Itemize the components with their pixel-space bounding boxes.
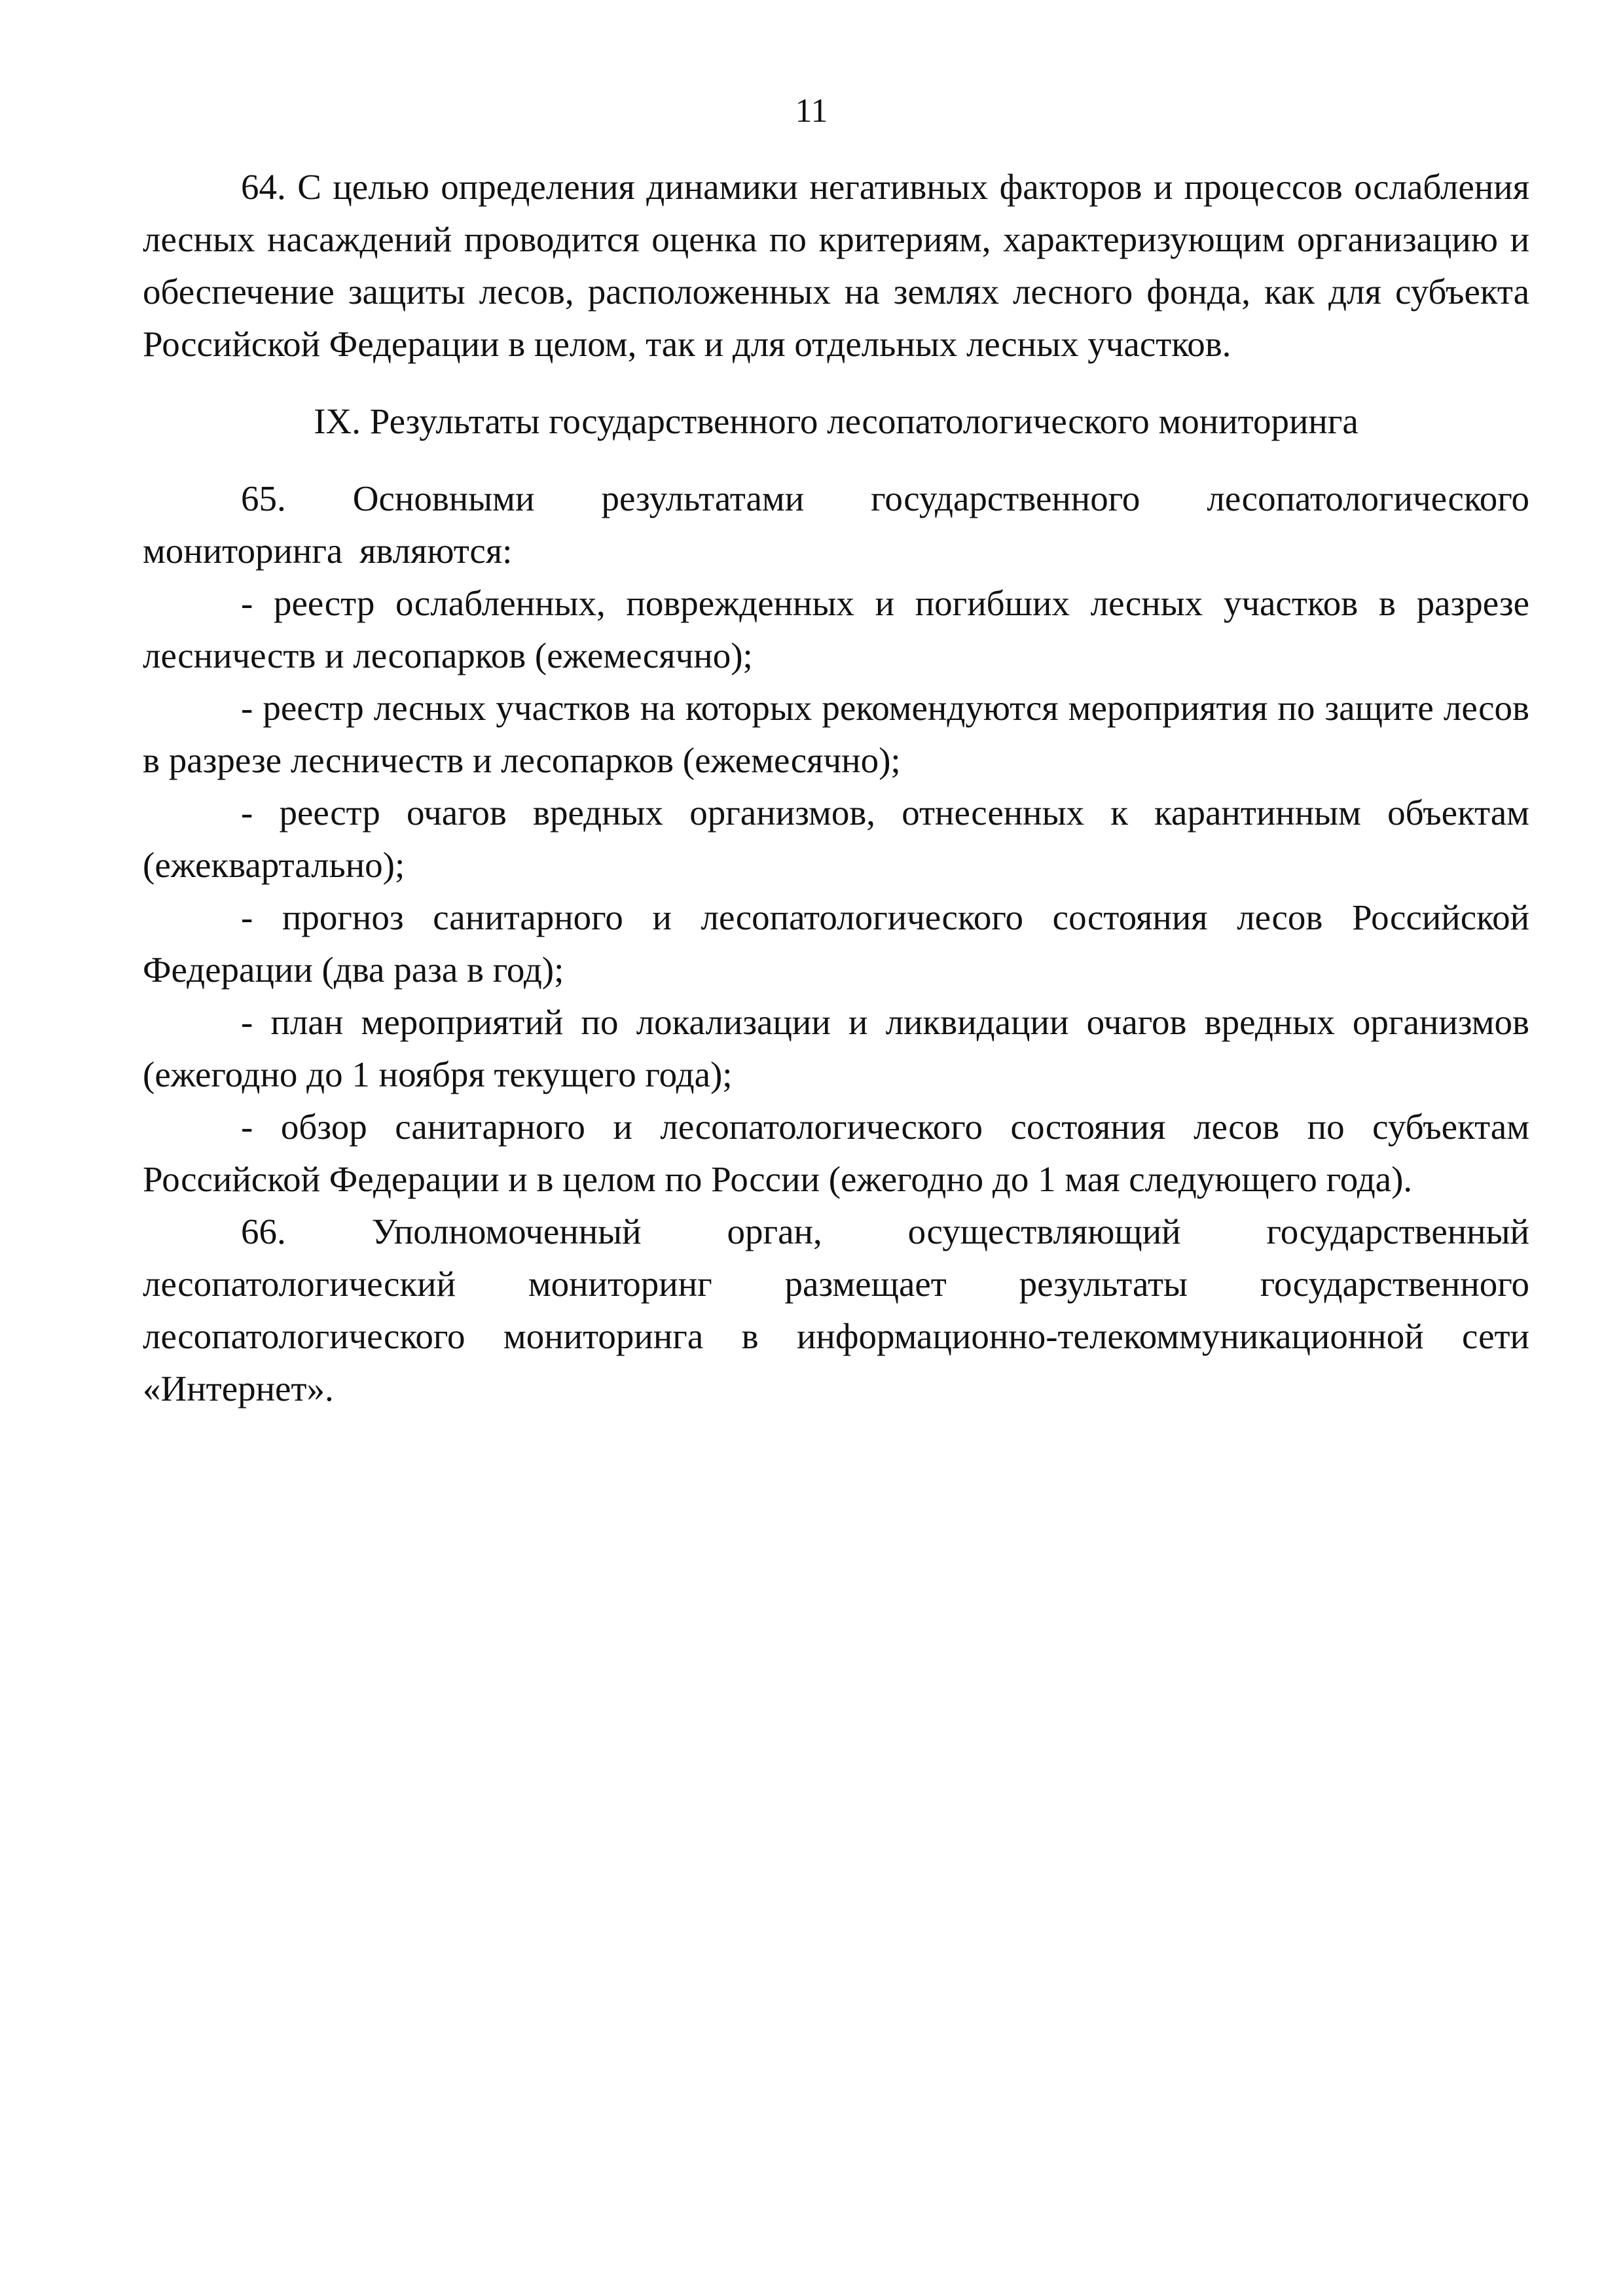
paragraph-66: 66. Уполномоченный орган, осуществляющий государственный лесопатологический мониторинг размещает результаты государственного лесопатологического мониторинга в информационно-телекоммуникационной сети «Интернет». [143,1211,1529,1408]
document-body [143,161,1529,1415]
page-number: 11 [795,92,828,130]
list-item: - реестр ослабленных, поврежденных и погибших лесных участков в разрезе лесничеств и лесопарков (ежемесячно); [143,583,1529,675]
paragraph-64: 64. С целью определения динамики негативных факторов и процессов ослабления лесных насаждений проводится оценка по критериям, характеризующим организацию и обеспечение защиты лесов, расположенных на землях лесного фонда, как для субъекта Российской Федерации в целом, так и для отдельных лесных участков. [143,167,1529,364]
list-item: - прогноз санитарного и лесопатологического состояния лесов Российской Федерации (два раза в год); [143,897,1529,990]
section-heading: IX. Результаты государственного лесопатологического мониторинга [314,401,1359,441]
list-item: - реестр лесных участков на которых рекомендуются мероприятия по защите лесов в разрезе лесничеств и лесопарков (ежемесячно); [143,688,1529,780]
list-item: - план мероприятий по локализации и ликвидации очагов вредных организмов (ежегодно до 1 ноября текущего года); [143,1002,1529,1094]
paragraph-65-intro: 65. Основными результатами государственного лесопатологического мониторинга являются: [143,478,1529,571]
list-item: - обзор санитарного и лесопатологического состояния лесов по субъектам Российской Федерации и в целом по России (ежегодно до 1 мая следующего года). [143,1107,1529,1199]
list-item: - реестр очагов вредных организмов, отнесенных к карантинным объектам (ежеквартально); [143,793,1529,885]
